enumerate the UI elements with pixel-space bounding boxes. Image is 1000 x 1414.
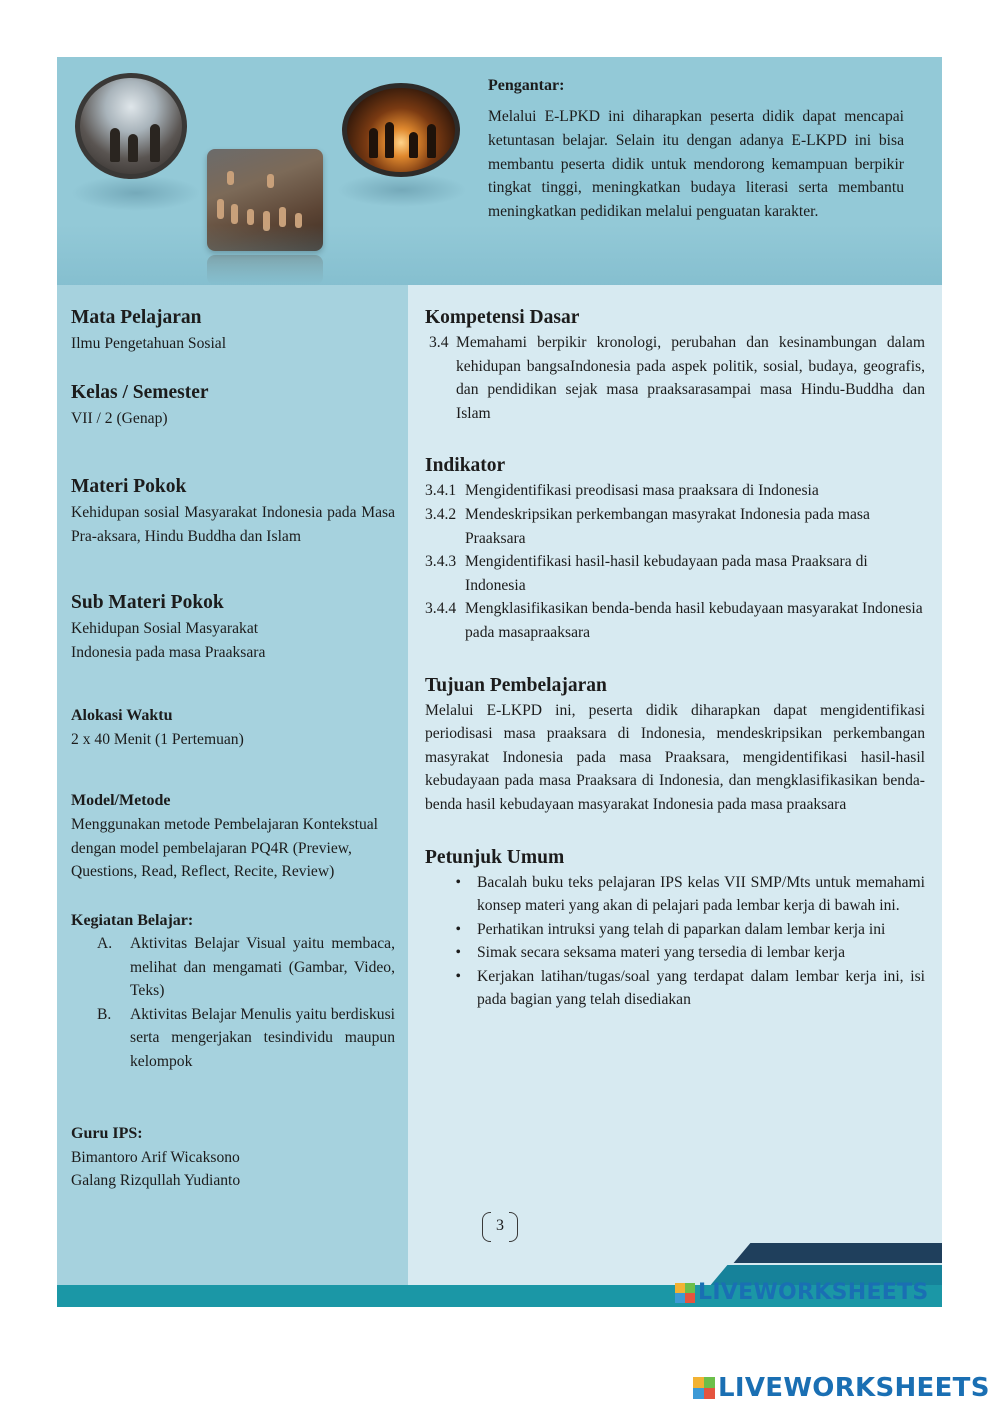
time-allocation-label: Alokasi Waktu (71, 706, 173, 724)
worksheet-page (57, 57, 942, 1307)
list-item (425, 503, 925, 550)
image-shadow (71, 175, 201, 211)
competence-number: 3.4 (429, 334, 449, 351)
main-material-value: Kehidupan sosial Masyarakat Indonesia pada Masa Pra-aksara, Hindu Buddha dan Islam (71, 504, 395, 545)
activity-text: Aktivitas Belajar Visual yaitu membaca, melihat dan mengamati (Gambar, Video, Teks) (130, 934, 395, 1000)
instruction-text: Kerjakan latihan/tugas/soal yang terdapat dalam lembar kerja ini, isi pada bagian yang telah disediakan (477, 967, 925, 1009)
time-allocation-value: 2 x 40 Menit (1 Pertemuan) (71, 730, 244, 748)
indicator-text: Mengidentifikasi preodisasi masa praaksara di Indonesia (465, 482, 819, 500)
instruction-text: Perhatikan intruksi yang telah di paparkan dalam lembar kerja ini (477, 920, 886, 938)
list-item (425, 871, 925, 918)
instruction-text: Simak secara seksama materi yang tersedia di lembar kerja (477, 944, 846, 962)
sub-material-line2: Indonesia pada masa Praaksara (71, 643, 266, 661)
image-shadow (337, 173, 467, 207)
class-label: Kelas / Semester (71, 381, 209, 403)
bullet-icon: • (455, 944, 461, 962)
list-item (425, 550, 925, 597)
subject-value: Ilmu Pengetahuan Sosial (71, 335, 227, 352)
page-number: 3 (482, 1210, 518, 1242)
instruction-text: Bacalah buku teks pelajaran IPS kelas VII SMP/Mts untuk memahami konsep materi yang akan di pelajari pada lembar kerja di bawah ini. (477, 873, 925, 915)
indicator-label: Indikator (425, 455, 506, 477)
basic-competence-item (425, 331, 925, 425)
method-value: Menggunakan metode Pembelajaran Kontekstual dengan model pembelajaran PQ4R (Preview, Questions, Read, Reflect, Recite, Review) (71, 816, 379, 881)
teacher-name-2: Galang Rizqullah Yudianto (71, 1172, 241, 1190)
liveworksheets-logo[interactable] (675, 1280, 929, 1305)
subject-label: Mata Pelajaran (71, 307, 202, 328)
list-marker: B. (97, 1005, 112, 1023)
indicator-text: Mengidentifikasi hasil-hasil kebudayaan pada masa Praaksara di Indonesia (465, 553, 868, 594)
general-instructions-label: Petunjuk Umum (425, 846, 565, 868)
main-material-label: Materi Pokok (71, 476, 187, 498)
liveworksheets-logo[interactable] (693, 1373, 990, 1403)
logo-text: LIVEWORKSHEETS (698, 1280, 929, 1305)
list-marker: A. (97, 934, 113, 952)
left-column (57, 285, 408, 1285)
list-item (425, 479, 925, 503)
sub-material-line1: Kehidupan Sosial Masyarakat (71, 620, 259, 638)
learning-objective-label: Tujuan Pembelajaran (425, 674, 607, 696)
list-item (425, 941, 925, 965)
cave-dwellers-photo-icon (75, 73, 187, 179)
class-value: VII / 2 (Genap) (71, 409, 168, 427)
right-column (408, 285, 942, 1285)
intro-title: Pengantar: (488, 77, 565, 94)
list-item (425, 597, 925, 644)
teacher-name-1: Bimantoro Arif Wicaksono (71, 1148, 240, 1166)
bullet-icon: • (455, 920, 461, 938)
bullet-icon: • (455, 967, 461, 985)
logo-text: LIVEWORKSHEETS (718, 1373, 990, 1403)
footer-stripe (734, 1243, 971, 1263)
teacher-label: Guru IPS: (71, 1124, 143, 1142)
indicator-code: 3.4.2 (425, 505, 457, 523)
indicator-code: 3.4.4 (425, 600, 457, 618)
list-item (71, 932, 395, 1003)
competence-text: Memahami berpikir kronologi, perubahan dan kesinambungan dalam kehidupan bangsaIndonesia pada aspek politik, sosial, budaya, geografis, dan pendidikan sejak masa praaksarasampai masa Hindu-Buddha dan Islam (456, 334, 925, 422)
header-banner (57, 57, 942, 285)
method-label: Model/Metode (71, 792, 171, 810)
cave-fire-photo-icon (342, 83, 460, 177)
intro-block (488, 77, 904, 224)
indicator-code: 3.4.3 (425, 553, 457, 571)
basic-competence-label: Kompetensi Dasar (425, 307, 580, 328)
intro-text: Melalui E-LPKD ini diharapkan peserta didik dapat mencapai ketuntasan belajar. Selain itu dengan adanya E-LKPD ini bisa membantu peserta didik untuk mendorong kemampuan berpikir tingkat tinggi, meningkatkan budaya literasi serta membantu meningkatkan pedidikan melalui penguatan karakter. (488, 108, 904, 221)
bullet-icon: • (455, 873, 461, 891)
list-item (425, 965, 925, 1012)
activity-text: Aktivitas Belajar Menulis yaitu berdiskusi serta mengerjakan tesindividu maupun kelompok (130, 1005, 395, 1070)
list-item (71, 1003, 395, 1074)
indicator-text: Mendeskripsikan perkembangan masyrakat Indonesia pada masa Praaksara (465, 505, 870, 547)
indicator-text: Mengklasifikasikan benda-benda hasil kebudayaan masyarakat Indonesia pada masapraaksara (465, 600, 923, 641)
sub-material-label: Sub Materi Pokok (71, 592, 224, 614)
list-item (425, 918, 925, 942)
indicator-code: 3.4.1 (425, 482, 457, 500)
live-badge-icon (693, 1377, 715, 1399)
activities-label: Kegiatan Belajar: (71, 911, 194, 929)
live-badge-icon (675, 1283, 695, 1303)
learning-objective-text: Melalui E-LKPD ini, peserta didik diharapkan dapat mengidentifikasi periodisasi masa praaksara di Indonesia, mendeskripsikan perkembangan masyrakat Indonesia pada masa Praaksara, mengidentifikasi hasil-hasil kebudayaan pada masa Praaksara di Indonesia, dan mengklasifikasikan benda-benda hasil kebudayaan masyarakat Indonesia pada masa praaksara (425, 701, 925, 813)
